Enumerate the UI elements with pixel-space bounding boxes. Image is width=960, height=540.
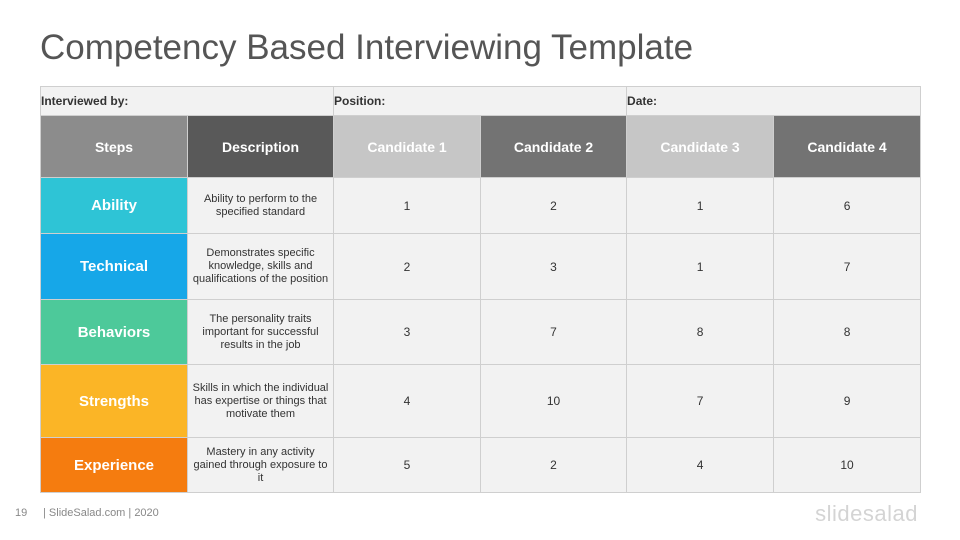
meta-row bbox=[41, 87, 921, 116]
score-cell[interactable]: 1 bbox=[627, 178, 774, 234]
page-number: 19 bbox=[15, 507, 28, 519]
score-cell[interactable]: 7 bbox=[481, 300, 627, 365]
position-field[interactable]: Position: bbox=[334, 87, 627, 116]
score-cell[interactable]: 1 bbox=[627, 234, 774, 300]
score-cell[interactable]: 2 bbox=[481, 438, 627, 493]
table-row bbox=[41, 365, 921, 438]
slidesalad-logo: slidesalad bbox=[815, 501, 918, 526]
table-row bbox=[41, 178, 921, 234]
table-row bbox=[41, 300, 921, 365]
score-cell[interactable]: 9 bbox=[774, 365, 921, 438]
score-cell[interactable]: 8 bbox=[627, 300, 774, 365]
description-header: Description bbox=[188, 116, 334, 178]
footer-text: | SlideSalad.com | 2020 bbox=[43, 507, 159, 519]
step-behaviors: Behaviors bbox=[41, 300, 188, 365]
date-field[interactable]: Date: bbox=[627, 87, 921, 116]
score-cell[interactable]: 3 bbox=[481, 234, 627, 300]
score-cell[interactable]: 6 bbox=[774, 178, 921, 234]
score-cell[interactable]: 5 bbox=[334, 438, 481, 493]
interviewed-by-field[interactable]: Interviewed by: bbox=[41, 87, 334, 116]
slide-title: Competency Based Interviewing Template bbox=[40, 28, 694, 67]
score-cell[interactable]: 7 bbox=[627, 365, 774, 438]
description-cell: Demonstrates specific knowledge, skills and qualifications of the position bbox=[188, 234, 334, 300]
score-cell[interactable]: 4 bbox=[627, 438, 774, 493]
candidate-3-header: Candidate 3 bbox=[627, 116, 774, 178]
table-row bbox=[41, 234, 921, 300]
score-cell[interactable]: 8 bbox=[774, 300, 921, 365]
header-row bbox=[41, 116, 921, 178]
step-strengths: Strengths bbox=[41, 365, 188, 438]
score-cell[interactable]: 10 bbox=[774, 438, 921, 493]
table-row bbox=[41, 438, 921, 493]
step-technical: Technical bbox=[41, 234, 188, 300]
score-cell[interactable]: 3 bbox=[334, 300, 481, 365]
score-cell[interactable]: 7 bbox=[774, 234, 921, 300]
description-cell: Skills in which the individual has expertise or things that motivate them bbox=[188, 365, 334, 438]
candidate-4-header: Candidate 4 bbox=[774, 116, 921, 178]
score-cell[interactable]: 2 bbox=[481, 178, 627, 234]
score-cell[interactable]: 1 bbox=[334, 178, 481, 234]
score-cell[interactable]: 4 bbox=[334, 365, 481, 438]
description-cell: Mastery in any activity gained through exposure to it bbox=[188, 438, 334, 493]
step-ability: Ability bbox=[41, 178, 188, 234]
candidate-1-header: Candidate 1 bbox=[334, 116, 481, 178]
interview-table bbox=[40, 86, 921, 493]
candidate-2-header: Candidate 2 bbox=[481, 116, 627, 178]
score-cell[interactable]: 10 bbox=[481, 365, 627, 438]
step-experience: Experience bbox=[41, 438, 188, 493]
description-cell: The personality traits important for successful results in the job bbox=[188, 300, 334, 365]
description-cell: Ability to perform to the specified standard bbox=[188, 178, 334, 234]
steps-header: Steps bbox=[41, 116, 188, 178]
score-cell[interactable]: 2 bbox=[334, 234, 481, 300]
